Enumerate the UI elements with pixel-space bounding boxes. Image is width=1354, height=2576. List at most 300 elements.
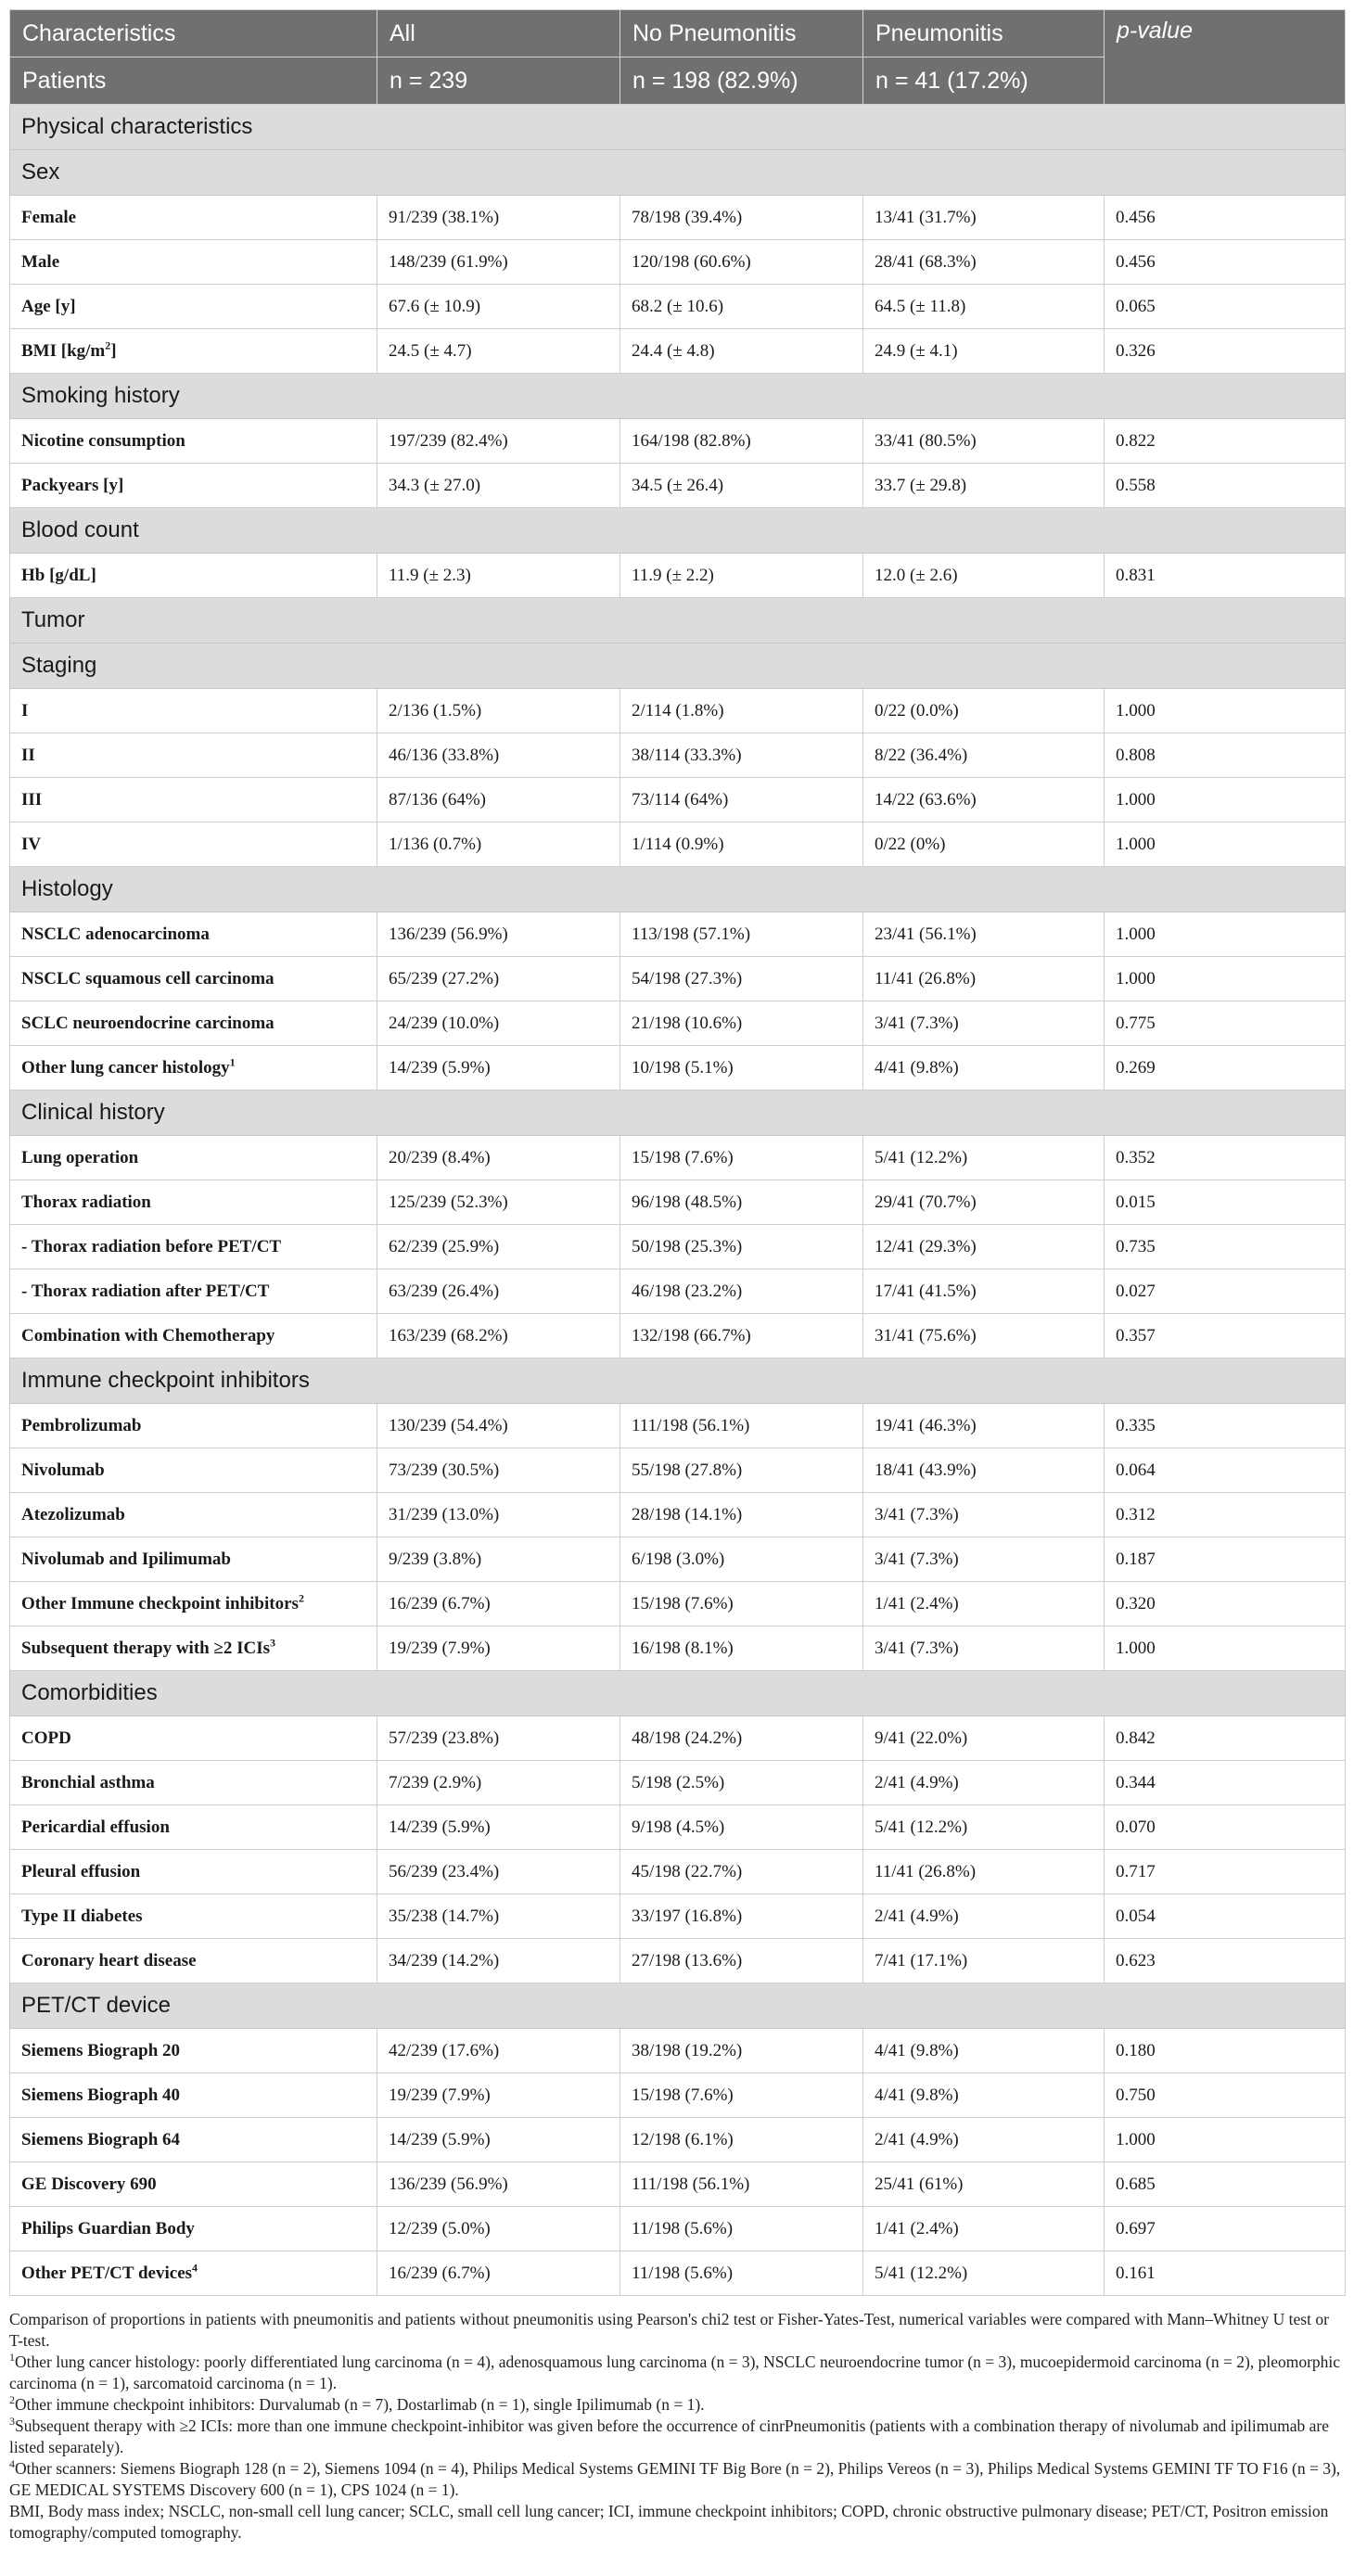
cell-no-pneumonitis: 21/198 (10.6%): [620, 1001, 863, 1046]
row-label-text: Bronchial asthma: [21, 1772, 155, 1792]
cell-all: 12/239 (5.0%): [377, 2207, 620, 2251]
section-label: PET/CT device: [10, 1983, 1346, 2029]
section-row: [10, 1983, 1346, 2029]
row-label: [10, 2029, 377, 2073]
cell-p-value: 0.775: [1105, 1001, 1346, 1046]
row-label-text: Male: [21, 251, 60, 272]
cell-pneumonitis: 33/41 (80.5%): [863, 419, 1105, 464]
cell-all: 62/239 (25.9%): [377, 1225, 620, 1269]
row-label-text: Other lung cancer histology: [21, 1057, 230, 1078]
row-label: [10, 778, 377, 823]
cell-pneumonitis: 64.5 (± 11.8): [863, 285, 1105, 329]
cell-no-pneumonitis: 5/198 (2.5%): [620, 1761, 863, 1805]
row-label-text: - Thorax radiation after PET/CT: [21, 1281, 270, 1301]
cell-p-value: 0.064: [1105, 1448, 1346, 1493]
cell-p-value: 0.326: [1105, 329, 1346, 374]
table-row: [10, 778, 1346, 823]
section-row: [10, 598, 1346, 644]
footnote-text: Other lung cancer histology: poorly differentiated lung carcinoma (n = 4), adenosquamous lung carcinoma (n = 3), NSCLC neuroendocrine tumor (n = 3), mucoepidermoid carcinoma (n = 2), pleomorphic carcinoma (n = 1), sarcomatoid carcinoma (n = 1).: [9, 2353, 1341, 2392]
table-row: [10, 554, 1346, 598]
cell-pneumonitis: 3/41 (7.3%): [863, 1537, 1105, 1582]
table-row: [10, 196, 1346, 240]
cell-pneumonitis: 0/22 (0.0%): [863, 689, 1105, 733]
row-label-text: Pleural effusion: [21, 1861, 141, 1881]
table-row: [10, 823, 1346, 867]
cell-p-value: 0.269: [1105, 1046, 1346, 1090]
row-label-text: Coronary heart disease: [21, 1950, 197, 1970]
row-label: [10, 554, 377, 598]
cell-pneumonitis: 2/41 (4.9%): [863, 2118, 1105, 2162]
footnote-marker: 4: [192, 2261, 198, 2275]
footnote-marker: 3: [270, 1636, 276, 1650]
cell-all: 73/239 (30.5%): [377, 1448, 620, 1493]
cell-no-pneumonitis: 38/198 (19.2%): [620, 2029, 863, 2073]
row-label-text: IV: [21, 834, 42, 854]
row-label-text: Other PET/CT devices: [21, 2263, 193, 2283]
cell-all: 2/136 (1.5%): [377, 689, 620, 733]
table-row: [10, 419, 1346, 464]
row-label-text: Lung operation: [21, 1147, 139, 1167]
cell-pneumonitis: 29/41 (70.7%): [863, 1180, 1105, 1225]
cell-no-pneumonitis: 9/198 (4.5%): [620, 1805, 863, 1850]
cell-p-value: 0.831: [1105, 554, 1346, 598]
header-characteristics: Characteristics: [10, 10, 377, 57]
footnote-text: Other scanners: Siemens Biograph 128 (n = 2), Siemens 1094 (n = 4), Philips Medical Systems GEMINI TF Big Bore (n = 2), Philips Vereos (n = 3), Philips Medical Systems GEMINI TF TO F16 (n = 3), GE MEDICAL SYSTEMS Discovery 600 (n = 1), CPS 1024 (n = 1).: [9, 2459, 1341, 2499]
table-row: [10, 1046, 1346, 1090]
cell-p-value: 0.344: [1105, 1761, 1346, 1805]
cell-all: 16/239 (6.7%): [377, 1582, 620, 1626]
row-label: [10, 1493, 377, 1537]
table-row: [10, 1626, 1346, 1671]
row-label: [10, 1180, 377, 1225]
cell-all: 46/136 (33.8%): [377, 733, 620, 778]
cell-all: 197/239 (82.4%): [377, 419, 620, 464]
section-row: [10, 644, 1346, 689]
cell-p-value: 1.000: [1105, 823, 1346, 867]
cell-pneumonitis: 3/41 (7.3%): [863, 1001, 1105, 1046]
cell-all: 65/239 (27.2%): [377, 957, 620, 1001]
table-row: [10, 1493, 1346, 1537]
footnote: [9, 2352, 1345, 2394]
cell-p-value: 0.456: [1105, 240, 1346, 285]
cell-no-pneumonitis: 38/114 (33.3%): [620, 733, 863, 778]
section-label: Histology: [10, 867, 1346, 912]
table-row: [10, 240, 1346, 285]
cell-p-value: 0.320: [1105, 1582, 1346, 1626]
cell-all: 19/239 (7.9%): [377, 1626, 620, 1671]
cell-pneumonitis: 19/41 (46.3%): [863, 1404, 1105, 1448]
table-row: [10, 2251, 1346, 2296]
row-label: [10, 1448, 377, 1493]
header-row-columns: [10, 10, 1346, 57]
row-label-text: Packyears [y]: [21, 475, 124, 495]
cell-no-pneumonitis: 28/198 (14.1%): [620, 1493, 863, 1537]
footnote-number: 1: [9, 2351, 15, 2365]
cell-p-value: 1.000: [1105, 778, 1346, 823]
section-label: Staging: [10, 644, 1346, 689]
row-label: [10, 689, 377, 733]
row-label: [10, 1805, 377, 1850]
table-row: [10, 2162, 1346, 2207]
cell-pneumonitis: 25/41 (61%): [863, 2162, 1105, 2207]
footnote-number: 4: [9, 2457, 15, 2471]
section-label: Physical characteristics: [10, 105, 1346, 150]
cell-no-pneumonitis: 55/198 (27.8%): [620, 1448, 863, 1493]
cell-all: 34.3 (± 27.0): [377, 464, 620, 508]
cell-p-value: 0.735: [1105, 1225, 1346, 1269]
cell-all: 11.9 (± 2.3): [377, 554, 620, 598]
cell-pneumonitis: 2/41 (4.9%): [863, 1761, 1105, 1805]
table-row: [10, 957, 1346, 1001]
cell-pneumonitis: 8/22 (36.4%): [863, 733, 1105, 778]
section-label: Blood count: [10, 508, 1346, 554]
row-label-text: SCLC neuroendocrine carcinoma: [21, 1013, 275, 1033]
table-row: [10, 285, 1346, 329]
section-row: [10, 150, 1346, 196]
row-label: [10, 1269, 377, 1314]
header-n-pneumonitis: n = 41 (17.2%): [863, 57, 1105, 105]
section-label: Smoking history: [10, 374, 1346, 419]
row-label: [10, 1761, 377, 1805]
row-label: [10, 1850, 377, 1894]
cell-pneumonitis: 12/41 (29.3%): [863, 1225, 1105, 1269]
header-n-no-pneumonitis: n = 198 (82.9%): [620, 57, 863, 105]
cell-p-value: 0.750: [1105, 2073, 1346, 2118]
cell-pneumonitis: 5/41 (12.2%): [863, 1136, 1105, 1180]
cell-pneumonitis: 4/41 (9.8%): [863, 2073, 1105, 2118]
cell-p-value: 1.000: [1105, 912, 1346, 957]
footnote-text: Subsequent therapy with ≥2 ICIs: more than one immune checkpoint-inhibitor was given before the occurrence of cinrPneumonitis (patients with a combination therapy of nivolumab and ipilimumab are listed separately).: [9, 2417, 1330, 2456]
row-label-text: Other Immune checkpoint inhibitors: [21, 1593, 299, 1613]
cell-all: 42/239 (17.6%): [377, 2029, 620, 2073]
row-label-text: GE Discovery 690: [21, 2174, 157, 2194]
cell-no-pneumonitis: 2/114 (1.8%): [620, 689, 863, 733]
cell-all: 1/136 (0.7%): [377, 823, 620, 867]
cell-p-value: 0.054: [1105, 1894, 1346, 1939]
row-label-text: III: [21, 789, 43, 810]
cell-p-value: 0.015: [1105, 1180, 1346, 1225]
cell-p-value: 0.027: [1105, 1269, 1346, 1314]
footnote-number: 2: [9, 2393, 15, 2407]
table-row: [10, 733, 1346, 778]
cell-pneumonitis: 24.9 (± 4.1): [863, 329, 1105, 374]
cell-all: 20/239 (8.4%): [377, 1136, 620, 1180]
cell-p-value: 0.456: [1105, 196, 1346, 240]
cell-p-value: 0.822: [1105, 419, 1346, 464]
cell-no-pneumonitis: 15/198 (7.6%): [620, 1582, 863, 1626]
cell-pneumonitis: 1/41 (2.4%): [863, 1582, 1105, 1626]
cell-no-pneumonitis: 54/198 (27.3%): [620, 957, 863, 1001]
row-label: [10, 823, 377, 867]
cell-all: 14/239 (5.9%): [377, 2118, 620, 2162]
cell-all: 57/239 (23.8%): [377, 1716, 620, 1761]
row-label-text: II: [21, 745, 35, 765]
cell-no-pneumonitis: 113/198 (57.1%): [620, 912, 863, 957]
row-label-text: Siemens Biograph 20: [21, 2040, 181, 2060]
cell-pneumonitis: 18/41 (43.9%): [863, 1448, 1105, 1493]
cell-no-pneumonitis: 132/198 (66.7%): [620, 1314, 863, 1358]
cell-no-pneumonitis: 6/198 (3.0%): [620, 1537, 863, 1582]
row-label-text: Philips Guardian Body: [21, 2218, 195, 2238]
footnote: [9, 2309, 1345, 2352]
cell-p-value: 0.352: [1105, 1136, 1346, 1180]
row-label: [10, 1716, 377, 1761]
cell-all: 24/239 (10.0%): [377, 1001, 620, 1046]
row-label: [10, 912, 377, 957]
footnote: [9, 2458, 1345, 2501]
row-label: [10, 196, 377, 240]
cell-p-value: 0.070: [1105, 1805, 1346, 1850]
cell-all: 136/239 (56.9%): [377, 2162, 620, 2207]
cell-all: 87/136 (64%): [377, 778, 620, 823]
row-label: [10, 2118, 377, 2162]
footnote: [9, 2416, 1345, 2458]
cell-no-pneumonitis: 164/198 (82.8%): [620, 419, 863, 464]
cell-no-pneumonitis: 33/197 (16.8%): [620, 1894, 863, 1939]
cell-all: 125/239 (52.3%): [377, 1180, 620, 1225]
header-patients: Patients: [10, 57, 377, 105]
row-label: [10, 285, 377, 329]
row-label-text: Nivolumab and Ipilimumab: [21, 1549, 231, 1569]
cell-no-pneumonitis: 68.2 (± 10.6): [620, 285, 863, 329]
row-label: [10, 464, 377, 508]
table-row: [10, 1939, 1346, 1983]
section-label: Tumor: [10, 598, 1346, 644]
cell-p-value: 1.000: [1105, 1626, 1346, 1671]
cell-all: 67.6 (± 10.9): [377, 285, 620, 329]
table-row: [10, 2118, 1346, 2162]
cell-no-pneumonitis: 27/198 (13.6%): [620, 1939, 863, 1983]
cell-p-value: 0.623: [1105, 1939, 1346, 1983]
row-label-text: Siemens Biograph 64: [21, 2129, 181, 2149]
section-row: [10, 1358, 1346, 1404]
table-row: [10, 2029, 1346, 2073]
cell-all: 63/239 (26.4%): [377, 1269, 620, 1314]
row-label: [10, 1314, 377, 1358]
cell-all: 91/239 (38.1%): [377, 196, 620, 240]
table-row: [10, 1314, 1346, 1358]
footnote-marker: 2: [105, 338, 111, 352]
footnote-marker: 1: [229, 1055, 236, 1069]
cell-all: 34/239 (14.2%): [377, 1939, 620, 1983]
table-row: [10, 1001, 1346, 1046]
row-label: [10, 1939, 377, 1983]
row-label-text: COPD: [21, 1728, 71, 1748]
cell-no-pneumonitis: 24.4 (± 4.8): [620, 329, 863, 374]
cell-no-pneumonitis: 10/198 (5.1%): [620, 1046, 863, 1090]
cell-p-value: 0.187: [1105, 1537, 1346, 1582]
header-p-value: p-value: [1105, 10, 1346, 105]
cell-no-pneumonitis: 78/198 (39.4%): [620, 196, 863, 240]
row-label: [10, 1404, 377, 1448]
cell-pneumonitis: 5/41 (12.2%): [863, 1805, 1105, 1850]
cell-no-pneumonitis: 11/198 (5.6%): [620, 2207, 863, 2251]
table-body: [10, 105, 1346, 2296]
cell-all: 16/239 (6.7%): [377, 2251, 620, 2296]
section-label: Comorbidities: [10, 1671, 1346, 1716]
cell-p-value: 1.000: [1105, 689, 1346, 733]
table-footnotes: [9, 2309, 1345, 2544]
row-label: [10, 1001, 377, 1046]
header-no-pneumonitis: No Pneumonitis: [620, 10, 863, 57]
cell-no-pneumonitis: 50/198 (25.3%): [620, 1225, 863, 1269]
row-label-text: Siemens Biograph 40: [21, 2085, 181, 2105]
cell-all: 130/239 (54.4%): [377, 1404, 620, 1448]
footnote: [9, 2501, 1345, 2544]
cell-no-pneumonitis: 15/198 (7.6%): [620, 1136, 863, 1180]
cell-no-pneumonitis: 1/114 (0.9%): [620, 823, 863, 867]
section-row: [10, 1090, 1346, 1136]
cell-pneumonitis: 17/41 (41.5%): [863, 1269, 1105, 1314]
row-label: [10, 957, 377, 1001]
table-row: [10, 2073, 1346, 2118]
row-label-text: Nicotine consumption: [21, 430, 185, 451]
cell-p-value: 0.558: [1105, 464, 1346, 508]
cell-all: 148/239 (61.9%): [377, 240, 620, 285]
row-label-text: Pembrolizumab: [21, 1415, 142, 1435]
cell-no-pneumonitis: 45/198 (22.7%): [620, 1850, 863, 1894]
footnote-text: BMI, Body mass index; NSCLC, non-small cell lung cancer; SCLC, small cell lung cancer; ICI, immune checkpoint inhibitors; COPD, chronic obstructive pulmonary disease; PET/CT, Positron emission tomography/computed tomography.: [9, 2502, 1329, 2542]
row-label: [10, 240, 377, 285]
row-label-suffix: ]: [110, 340, 117, 361]
table-row: [10, 1136, 1346, 1180]
cell-no-pneumonitis: 16/198 (8.1%): [620, 1626, 863, 1671]
row-label: [10, 2162, 377, 2207]
row-label: [10, 1626, 377, 1671]
cell-p-value: 0.161: [1105, 2251, 1346, 2296]
row-label: [10, 1136, 377, 1180]
cell-all: 163/239 (68.2%): [377, 1314, 620, 1358]
cell-all: 14/239 (5.9%): [377, 1805, 620, 1850]
cell-all: 24.5 (± 4.7): [377, 329, 620, 374]
cell-all: 9/239 (3.8%): [377, 1537, 620, 1582]
row-label: [10, 2207, 377, 2251]
row-label-text: Subsequent therapy with ≥2 ICIs: [21, 1638, 271, 1658]
cell-pneumonitis: 23/41 (56.1%): [863, 912, 1105, 957]
cell-pneumonitis: 28/41 (68.3%): [863, 240, 1105, 285]
cell-no-pneumonitis: 111/198 (56.1%): [620, 2162, 863, 2207]
row-label-text: BMI [kg/m: [21, 340, 106, 361]
cell-p-value: 0.312: [1105, 1493, 1346, 1537]
section-row: [10, 508, 1346, 554]
row-label: [10, 1582, 377, 1626]
cell-no-pneumonitis: 11/198 (5.6%): [620, 2251, 863, 2296]
table-row: [10, 1894, 1346, 1939]
row-label: [10, 733, 377, 778]
table-row: [10, 1850, 1346, 1894]
section-row: [10, 374, 1346, 419]
row-label: [10, 1046, 377, 1090]
cell-pneumonitis: 33.7 (± 29.8): [863, 464, 1105, 508]
cell-pneumonitis: 13/41 (31.7%): [863, 196, 1105, 240]
row-label-text: NSCLC squamous cell carcinoma: [21, 968, 275, 988]
cell-p-value: 0.842: [1105, 1716, 1346, 1761]
table-row: [10, 1269, 1346, 1314]
footnote-number: 3: [9, 2415, 15, 2429]
row-label-text: Age [y]: [21, 296, 76, 316]
cell-p-value: 0.697: [1105, 2207, 1346, 2251]
footnote-text: Comparison of proportions in patients with pneumonitis and patients without pneumonitis using Pearson's chi2 test or Fisher-Yates-Test, numerical variables were compared with Mann–Whitney U test or T-test.: [9, 2310, 1329, 2350]
table-row: [10, 2207, 1346, 2251]
cell-all: 35/238 (14.7%): [377, 1894, 620, 1939]
cell-no-pneumonitis: 48/198 (24.2%): [620, 1716, 863, 1761]
cell-pneumonitis: 4/41 (9.8%): [863, 2029, 1105, 2073]
section-label: Sex: [10, 150, 1346, 196]
row-label-text: Pericardial effusion: [21, 1817, 170, 1837]
row-label-text: Thorax radiation: [21, 1192, 151, 1212]
cell-pneumonitis: 11/41 (26.8%): [863, 1850, 1105, 1894]
row-label-text: - Thorax radiation before PET/CT: [21, 1236, 282, 1256]
cell-no-pneumonitis: 46/198 (23.2%): [620, 1269, 863, 1314]
row-label-text: Type II diabetes: [21, 1906, 143, 1926]
cell-p-value: 1.000: [1105, 957, 1346, 1001]
footnote-text: Other immune checkpoint inhibitors: Durvalumab (n = 7), Dostarlimab (n = 1), single Ipilimumab (n = 1).: [15, 2395, 705, 2414]
row-label: [10, 419, 377, 464]
row-label: [10, 1894, 377, 1939]
table-row: [10, 1716, 1346, 1761]
row-label: [10, 2251, 377, 2296]
table-row: [10, 329, 1346, 374]
row-label-text: Female: [21, 207, 77, 227]
characteristics-table: [9, 9, 1346, 2296]
header-n-all: n = 239: [377, 57, 620, 105]
cell-p-value: 1.000: [1105, 2118, 1346, 2162]
cell-p-value: 0.685: [1105, 2162, 1346, 2207]
cell-pneumonitis: 5/41 (12.2%): [863, 2251, 1105, 2296]
table-row: [10, 1761, 1346, 1805]
cell-all: 14/239 (5.9%): [377, 1046, 620, 1090]
header-all: All: [377, 10, 620, 57]
row-label-text: Hb [g/dL]: [21, 565, 96, 585]
section-row: [10, 1671, 1346, 1716]
cell-all: 19/239 (7.9%): [377, 2073, 620, 2118]
row-label-text: Nivolumab: [21, 1460, 105, 1480]
table-row: [10, 464, 1346, 508]
cell-pneumonitis: 3/41 (7.3%): [863, 1493, 1105, 1537]
document: [9, 9, 1345, 2544]
cell-pneumonitis: 7/41 (17.1%): [863, 1939, 1105, 1983]
cell-p-value: 0.357: [1105, 1314, 1346, 1358]
table-row: [10, 1582, 1346, 1626]
section-label: Clinical history: [10, 1090, 1346, 1136]
cell-pneumonitis: 3/41 (7.3%): [863, 1626, 1105, 1671]
row-label-text: Atezolizumab: [21, 1504, 125, 1524]
cell-p-value: 0.717: [1105, 1850, 1346, 1894]
cell-no-pneumonitis: 34.5 (± 26.4): [620, 464, 863, 508]
row-label: [10, 2073, 377, 2118]
cell-p-value: 0.808: [1105, 733, 1346, 778]
cell-pneumonitis: 4/41 (9.8%): [863, 1046, 1105, 1090]
cell-pneumonitis: 12.0 (± 2.6): [863, 554, 1105, 598]
section-row: [10, 105, 1346, 150]
table-row: [10, 1225, 1346, 1269]
cell-no-pneumonitis: 120/198 (60.6%): [620, 240, 863, 285]
cell-pneumonitis: 1/41 (2.4%): [863, 2207, 1105, 2251]
table-row: [10, 912, 1346, 957]
table-row: [10, 1404, 1346, 1448]
cell-pneumonitis: 9/41 (22.0%): [863, 1716, 1105, 1761]
row-label: [10, 1225, 377, 1269]
cell-all: 7/239 (2.9%): [377, 1761, 620, 1805]
cell-pneumonitis: 14/22 (63.6%): [863, 778, 1105, 823]
cell-no-pneumonitis: 12/198 (6.1%): [620, 2118, 863, 2162]
footnote-marker: 2: [298, 1591, 304, 1605]
row-label: [10, 329, 377, 374]
cell-no-pneumonitis: 96/198 (48.5%): [620, 1180, 863, 1225]
cell-pneumonitis: 2/41 (4.9%): [863, 1894, 1105, 1939]
cell-pneumonitis: 31/41 (75.6%): [863, 1314, 1105, 1358]
row-label: [10, 1537, 377, 1582]
